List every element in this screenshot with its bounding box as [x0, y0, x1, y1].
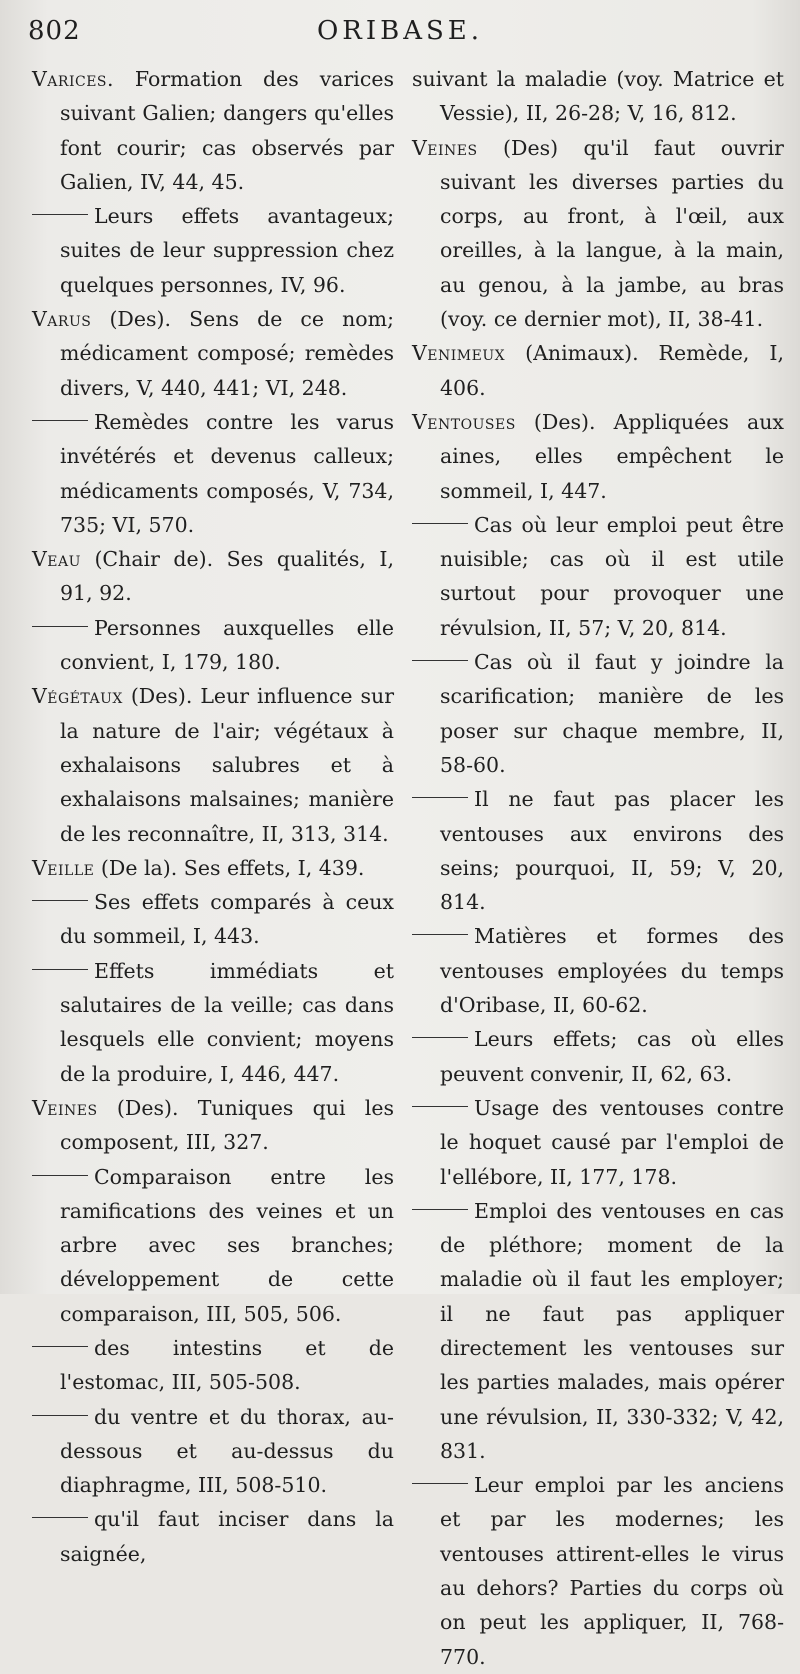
entry-text: Il ne faut pas placer les ventouses aux environs des seins; pourquoi, II, 59; V, 20, 814.: [440, 787, 784, 915]
index-entry: [412, 919, 784, 1022]
index-entry: [32, 1331, 394, 1400]
entry-text: Usage des ventouses contre le hoquet causé par l'emploi de l'ellébore, II, 177, 178.: [440, 1095, 784, 1189]
entry-text: (Des) qu'il faut ouvrir suivant les diverses parties du corps, au front, à l'œil, aux oreilles, à la langue, à la main, au genou, à la jambe, au bras (voy. ce dernier mot), II, 38-41.: [440, 135, 784, 332]
entry-text: suivant la maladie (voy. Matrice et Vessie), II, 26-28; V, 16, 812.: [412, 67, 784, 126]
entry-headword: Varus: [32, 307, 92, 332]
entry-text: Remèdes contre les varus invétérés et devenus calleux; médicaments composés, V, 734, 735; VI, 570.: [60, 409, 394, 537]
entry-text: Comparaison entre les ramifications des veines et un arbre avec ses branches; développement de cette comparaison, III, 505, 506.: [60, 1164, 394, 1326]
ditto-dash: [412, 1106, 468, 1107]
left-column: [32, 62, 394, 1571]
index-entry: [32, 611, 394, 680]
entry-headword: Veines: [412, 135, 478, 160]
ditto-dash: [32, 214, 88, 215]
entry-text: (Chair de). Ses qualités, I, 91, 92.: [60, 547, 394, 606]
index-entry: [412, 1468, 784, 1674]
index-entry: [412, 405, 784, 508]
ditto-dash: [32, 1415, 88, 1416]
entry-headword: Veille: [32, 855, 95, 880]
entry-headword: Veau: [32, 547, 81, 572]
entry-text: (Des). Tuniques qui les composent, III, 327.: [60, 1095, 394, 1155]
ditto-dash: [32, 1346, 88, 1347]
ditto-dash: [32, 969, 88, 970]
ditto-dash: [412, 934, 468, 935]
page-number: 802: [28, 16, 81, 46]
index-entry: [32, 679, 394, 850]
index-entry: [412, 782, 784, 919]
ditto-dash: [412, 1483, 468, 1484]
index-entry: [32, 851, 394, 885]
ditto-dash: [412, 660, 468, 661]
entry-text: (Des). Leur influence sur la nature de l'air; végétaux à exhalaisons salubres et à exhalaisons malsaines; manière de les reconnaître, II, 313, 314.: [60, 684, 394, 846]
entry-text: (Des). Appliquées aux aines, elles empêchent le sommeil, I, 447.: [440, 409, 784, 503]
entry-text: qu'il faut inciser dans la saignée,: [60, 1507, 394, 1566]
entry-text: Emploi des ventouses en cas de pléthore; moment de la maladie où il faut les employer; il ne faut pas appliquer directement les ventouses sur les parties malades, mais opérer une révulsion, II, 330-332; V, 42, 831.: [440, 1198, 784, 1463]
entry-headword: Venimeux: [412, 341, 506, 366]
index-entry: [412, 131, 784, 337]
entry-text: Effets immédiats et salutaires de la veille; cas dans lesquels elle convient; moyens de la produire, I, 446, 447.: [60, 958, 394, 1086]
entry-text: (Des). Sens de ce nom; médicament composé; remèdes divers, V, 440, 441; VI, 248.: [60, 307, 394, 400]
entry-text: Ses effets comparés à ceux du sommeil, I, 443.: [60, 890, 394, 949]
index-entry: [32, 542, 394, 611]
index-entry: [412, 1091, 784, 1194]
index-columns: [32, 62, 792, 1669]
ditto-dash: [32, 626, 88, 627]
index-entry: [412, 1194, 784, 1468]
index-entry: [412, 1022, 784, 1091]
index-entry: [412, 62, 784, 131]
entry-text: Personnes auxquelles elle convient, I, 179, 180.: [60, 615, 394, 675]
entry-text: Leurs effets avantageux; suites de leur suppression chez quelques personnes, IV, 96.: [60, 204, 394, 297]
index-entry: [32, 885, 394, 954]
index-entry: [32, 302, 394, 405]
entry-headword: Végétaux: [32, 684, 123, 709]
index-entry: [32, 405, 394, 542]
entry-text: du ventre et du thorax, au-dessous et au-dessus du diaphragme, III, 508-510.: [60, 1404, 394, 1498]
index-entry: [32, 1502, 394, 1571]
entry-text: Cas où il faut y joindre la scarification; manière de les poser sur chaque membre, II, 58-60.: [440, 650, 784, 777]
index-entry: [412, 336, 784, 405]
ditto-dash: [32, 1175, 88, 1176]
index-entry: [412, 645, 784, 782]
ditto-dash: [32, 1517, 88, 1518]
ditto-dash: [412, 1037, 468, 1038]
ditto-dash: [32, 900, 88, 901]
page-header: [0, 14, 800, 50]
entry-text: (Animaux). Remède, I, 406.: [440, 341, 784, 400]
running-title: ORIBASE.: [316, 16, 484, 46]
ditto-dash: [412, 523, 468, 524]
entry-text: (De la). Ses effets, I, 439.: [100, 855, 365, 880]
entry-text: Leur emploi par les anciens et par les modernes; les ventouses attirent-elles le virus au dehors? Parties du corps où on peut les appliquer, II, 768-770.: [440, 1473, 784, 1669]
index-entry: [412, 508, 784, 645]
entry-text: Cas où leur emploi peut être nuisible; cas où il est utile surtout pour provoquer une révulsion, II, 57; V, 20, 814.: [440, 512, 784, 640]
ditto-dash: [412, 1209, 468, 1210]
ditto-dash: [32, 420, 88, 421]
entry-text: des intestins et de l'estomac, III, 505-508.: [60, 1335, 394, 1395]
entry-text: Formation des varices suivant Galien; dangers qu'elles font courir; cas observés par Galien, IV, 44, 45.: [60, 67, 394, 194]
index-entry: [32, 954, 394, 1091]
entry-text: Leurs effets; cas où elles peuvent convenir, II, 62, 63.: [440, 1027, 784, 1086]
index-entry: [32, 1400, 394, 1503]
entry-headword: Ventouses: [412, 409, 516, 434]
entry-headword: Varices.: [32, 67, 115, 91]
ditto-dash: [412, 797, 468, 798]
index-entry: [32, 1160, 394, 1331]
entry-headword: Veines: [32, 1095, 98, 1120]
index-entry: [32, 62, 394, 199]
index-entry: [32, 199, 394, 302]
right-column: [412, 62, 784, 1674]
index-entry: [32, 1091, 394, 1160]
entry-text: Matières et formes des ventouses employées du temps d'Oribase, II, 60-62.: [440, 924, 784, 1018]
